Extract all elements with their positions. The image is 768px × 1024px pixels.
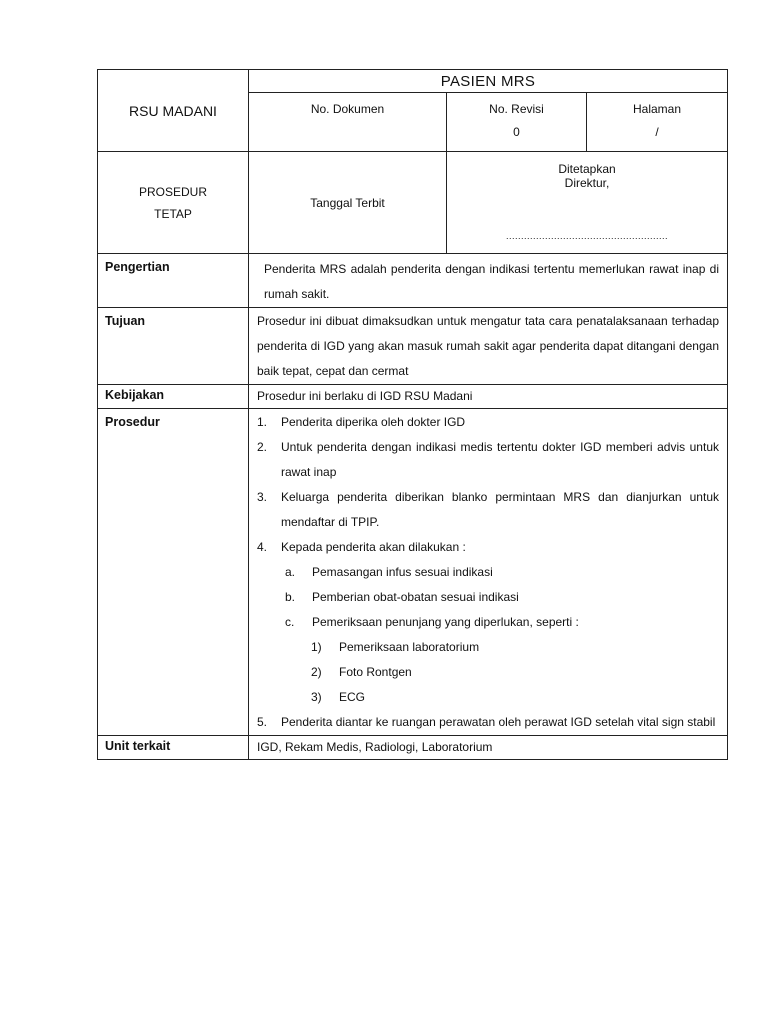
document-title-cell xyxy=(249,70,728,93)
prosedur-content xyxy=(249,409,728,736)
pengertian-text: Penderita MRS adalah penderita dengan indikasi tertentu memerlukan rawat inap di rumah sakit. xyxy=(249,254,728,308)
page-label: Halaman xyxy=(632,102,682,116)
procedure-exam-item: 2) Foto Rontgen xyxy=(311,665,412,679)
row-unit-terkait xyxy=(98,736,728,760)
director-label: Direktur, xyxy=(564,176,610,190)
procedure-sub-step: c. Pemeriksaan penunjang yang diperlukan, seperti : xyxy=(285,615,579,629)
unit-terkait-label: Unit terkait xyxy=(98,736,249,760)
procedure-step: 2. Untuk penderita dengan indikasi medis tertentu dokter IGD memberi advis untuk rawat inap xyxy=(257,440,719,479)
tujuan-label: Tujuan xyxy=(98,308,249,385)
kebijakan-text: Prosedur ini berlaku di IGD RSU Madani xyxy=(249,385,728,409)
sop-header-table xyxy=(97,69,728,254)
org-name: RSU MADANI xyxy=(129,102,217,119)
document-title: PASIEN MRS xyxy=(440,72,536,90)
signature-line: ...................................................... xyxy=(505,231,669,241)
procedure-step: 1. Penderita diperika oleh dokter IGD xyxy=(257,415,466,429)
tujuan-text: Prosedur ini dibuat dimaksudkan untuk mengatur tata cara penatalaksanaan terhadap penderita di IGD yang akan masuk rumah sakit agar penderita dapat ditangani dengan baik tepat, cepat dan cermat xyxy=(249,308,728,385)
procedure-type-cell xyxy=(98,152,249,254)
procedure-exam-item: 3) ECG xyxy=(311,690,366,704)
procedure-exam-item: 1) Pemeriksaan laboratorium xyxy=(311,640,480,654)
procedure-sub-step: b. Pemberian obat-obatan sesuai indikasi xyxy=(285,590,519,604)
prosedur-label: Prosedur xyxy=(98,409,249,736)
row-pengertian xyxy=(98,254,728,308)
procedure-type-line1: PROSEDUR xyxy=(138,184,207,199)
row-tujuan xyxy=(98,308,728,385)
procedure-step: 3. Keluarga penderita diberikan blanko permintaan MRS dan dianjurkan untuk mendaftar di TPIP. xyxy=(257,490,719,529)
doc-number-cell xyxy=(249,93,447,152)
procedure-step: 5. Penderita diantar ke ruangan perawatan oleh perawat IGD setelah vital sign stabil xyxy=(257,715,716,729)
revision-value: 0 xyxy=(513,125,520,139)
approved-label: Ditetapkan xyxy=(558,162,616,176)
org-name-cell xyxy=(98,70,249,152)
revision-cell xyxy=(447,93,587,152)
row-prosedur xyxy=(98,409,728,736)
row-kebijakan xyxy=(98,385,728,409)
issue-date-cell xyxy=(249,152,447,254)
unit-terkait-text: IGD, Rekam Medis, Radiologi, Laboratorium xyxy=(249,736,728,760)
doc-number-label: No. Dokumen xyxy=(310,102,385,116)
kebijakan-label: Kebijakan xyxy=(98,385,249,409)
procedure-type-line2: TETAP xyxy=(154,206,192,221)
page-number-cell xyxy=(587,93,728,152)
procedure-step: 4. Kepada penderita akan dilakukan : xyxy=(257,540,466,554)
page-value: / xyxy=(655,125,659,139)
issue-date-label: Tanggal Terbit xyxy=(310,195,385,210)
procedure-sub-step: a. Pemasangan infus sesuai indikasi xyxy=(285,565,493,579)
pengertian-label: Pengertian xyxy=(98,254,249,308)
revision-label: No. Revisi xyxy=(489,102,544,116)
approval-cell xyxy=(447,152,728,254)
sop-body-table xyxy=(97,253,728,760)
